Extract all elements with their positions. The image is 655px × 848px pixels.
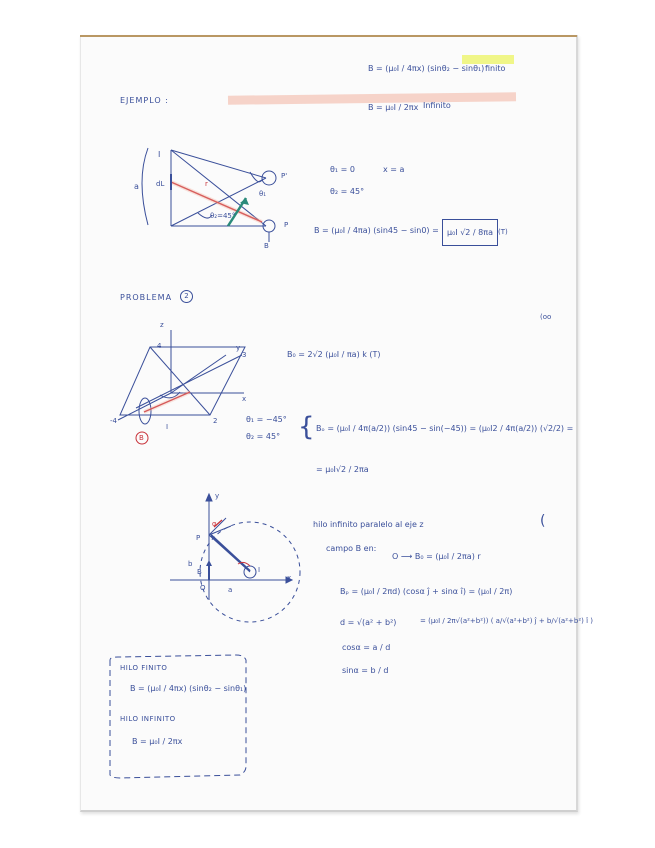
hilo-B-label: B [197,568,202,576]
hilo-line1: hilo infinito paralelo al eje z [313,520,424,529]
hilo-sin-eq: sinα = b / d [342,666,389,675]
summary-finite-title: HILO FINITO [120,664,168,672]
summary-finite-formula: B = (μ₀I / 4πx) (sinθ₂ − sinθ₁) [130,684,247,693]
summary-infinite-title: HILO INFINITO [120,715,176,723]
problema-B-label: B [139,434,144,442]
angle-theta1: θ₁ = −45° [246,415,287,424]
ejemplo-title: EJEMPLO : [120,96,169,105]
hilo-d-expand: = (μ₀I / 2π√(a²+b²)) ( a/√(a²+b²) ĵ + b/√(a²+b²) î ) [420,617,593,625]
axis-z-label: z [160,321,164,329]
axis-neg4-label: -4 [110,417,117,425]
header-formula-infinite: B = μ₀I / 2πx [368,103,419,112]
given-theta2: θ₂ = 45° [330,187,365,196]
ejemplo-result-box: μ₀I √2 / 8πa [442,219,498,246]
ejemplo-P-label: P [284,221,289,229]
hilo-d-eq: d = √(a² + b²) [340,618,397,627]
axis-2-label: 2 [213,417,218,425]
axis-x-label: x [242,395,247,403]
hilo-cos-eq: cosα = a / d [342,643,391,652]
ejemplo-result-unit: (T) [498,228,508,236]
hilo-origin-eq: O ⟶ B₀ = (μ₀I / 2πa) r [392,552,481,561]
hilo-alpha-label: α [212,520,217,528]
hilo-P-label: P [196,534,201,542]
b0-equation: B₀ = 2√2 (μ₀I / πa) k (T) [287,350,381,359]
hilo-line2: campo B en: [326,544,377,553]
axis-3-label: 3 [242,351,247,359]
ejemplo-I-label: I [158,150,161,159]
hilo-y-label: y [215,492,220,500]
bo-result: = μ₀I√2 / 2πa [316,465,369,474]
ejemplo-theta1-label: θ₁ [259,190,267,198]
problema-side-note: (oo [540,313,552,321]
ejemplo-a-label: a [134,182,139,191]
problema-number: 2 [180,290,193,303]
ejemplo-r-label: r [205,180,208,188]
hilo-I-label: I [258,566,261,574]
bo-brace: { [298,412,315,442]
hilo-b-label: b [188,560,193,568]
ejemplo-P-prime-label: P' [281,172,288,180]
problema-title: PROBLEMA [120,293,173,302]
ejemplo-B-label: B [264,242,269,250]
summary-infinite-formula: B = μ₀I / 2πx [132,737,183,746]
ejemplo-dl-label: dL [156,180,165,188]
given-theta1: θ₁ = 0 [330,165,355,174]
header-finite-label: finito [485,64,506,73]
given-x: x = a [383,165,405,174]
axis-4-label: 4 [157,342,162,350]
hilo-paren: ( [540,513,546,529]
hilo-bp-eq: Bₚ = (μ₀I / 2πd) (cosα ĵ + sinα î) = (μ₀I / 2π) [340,587,513,596]
header-formula-finite: B = (μ₀I / 4πx) (sinθ₂ − sinθ₁) [368,64,485,73]
hilo-x-label: x [287,574,292,582]
bo-equation: Bₒ = (μ₀I / 4π(a/2)) (sin45 − sin(−45)) = (μ₀I2 / 4π(a/2)) (√2/2) = [316,424,574,433]
hilo-O-label: O [200,584,206,592]
problema-I-label: I [166,423,169,431]
header-infinite-label: Infinito [423,101,451,110]
ejemplo-result-eq: B = (μ₀I / 4πa) (sin45 − sin0) = [314,226,439,235]
hilo-a-label: a [228,586,233,594]
axis-y-label: y [236,344,241,352]
angle-theta2: θ₂ = 45° [246,432,281,441]
ejemplo-theta45-label: θ₂=45° [210,212,236,220]
